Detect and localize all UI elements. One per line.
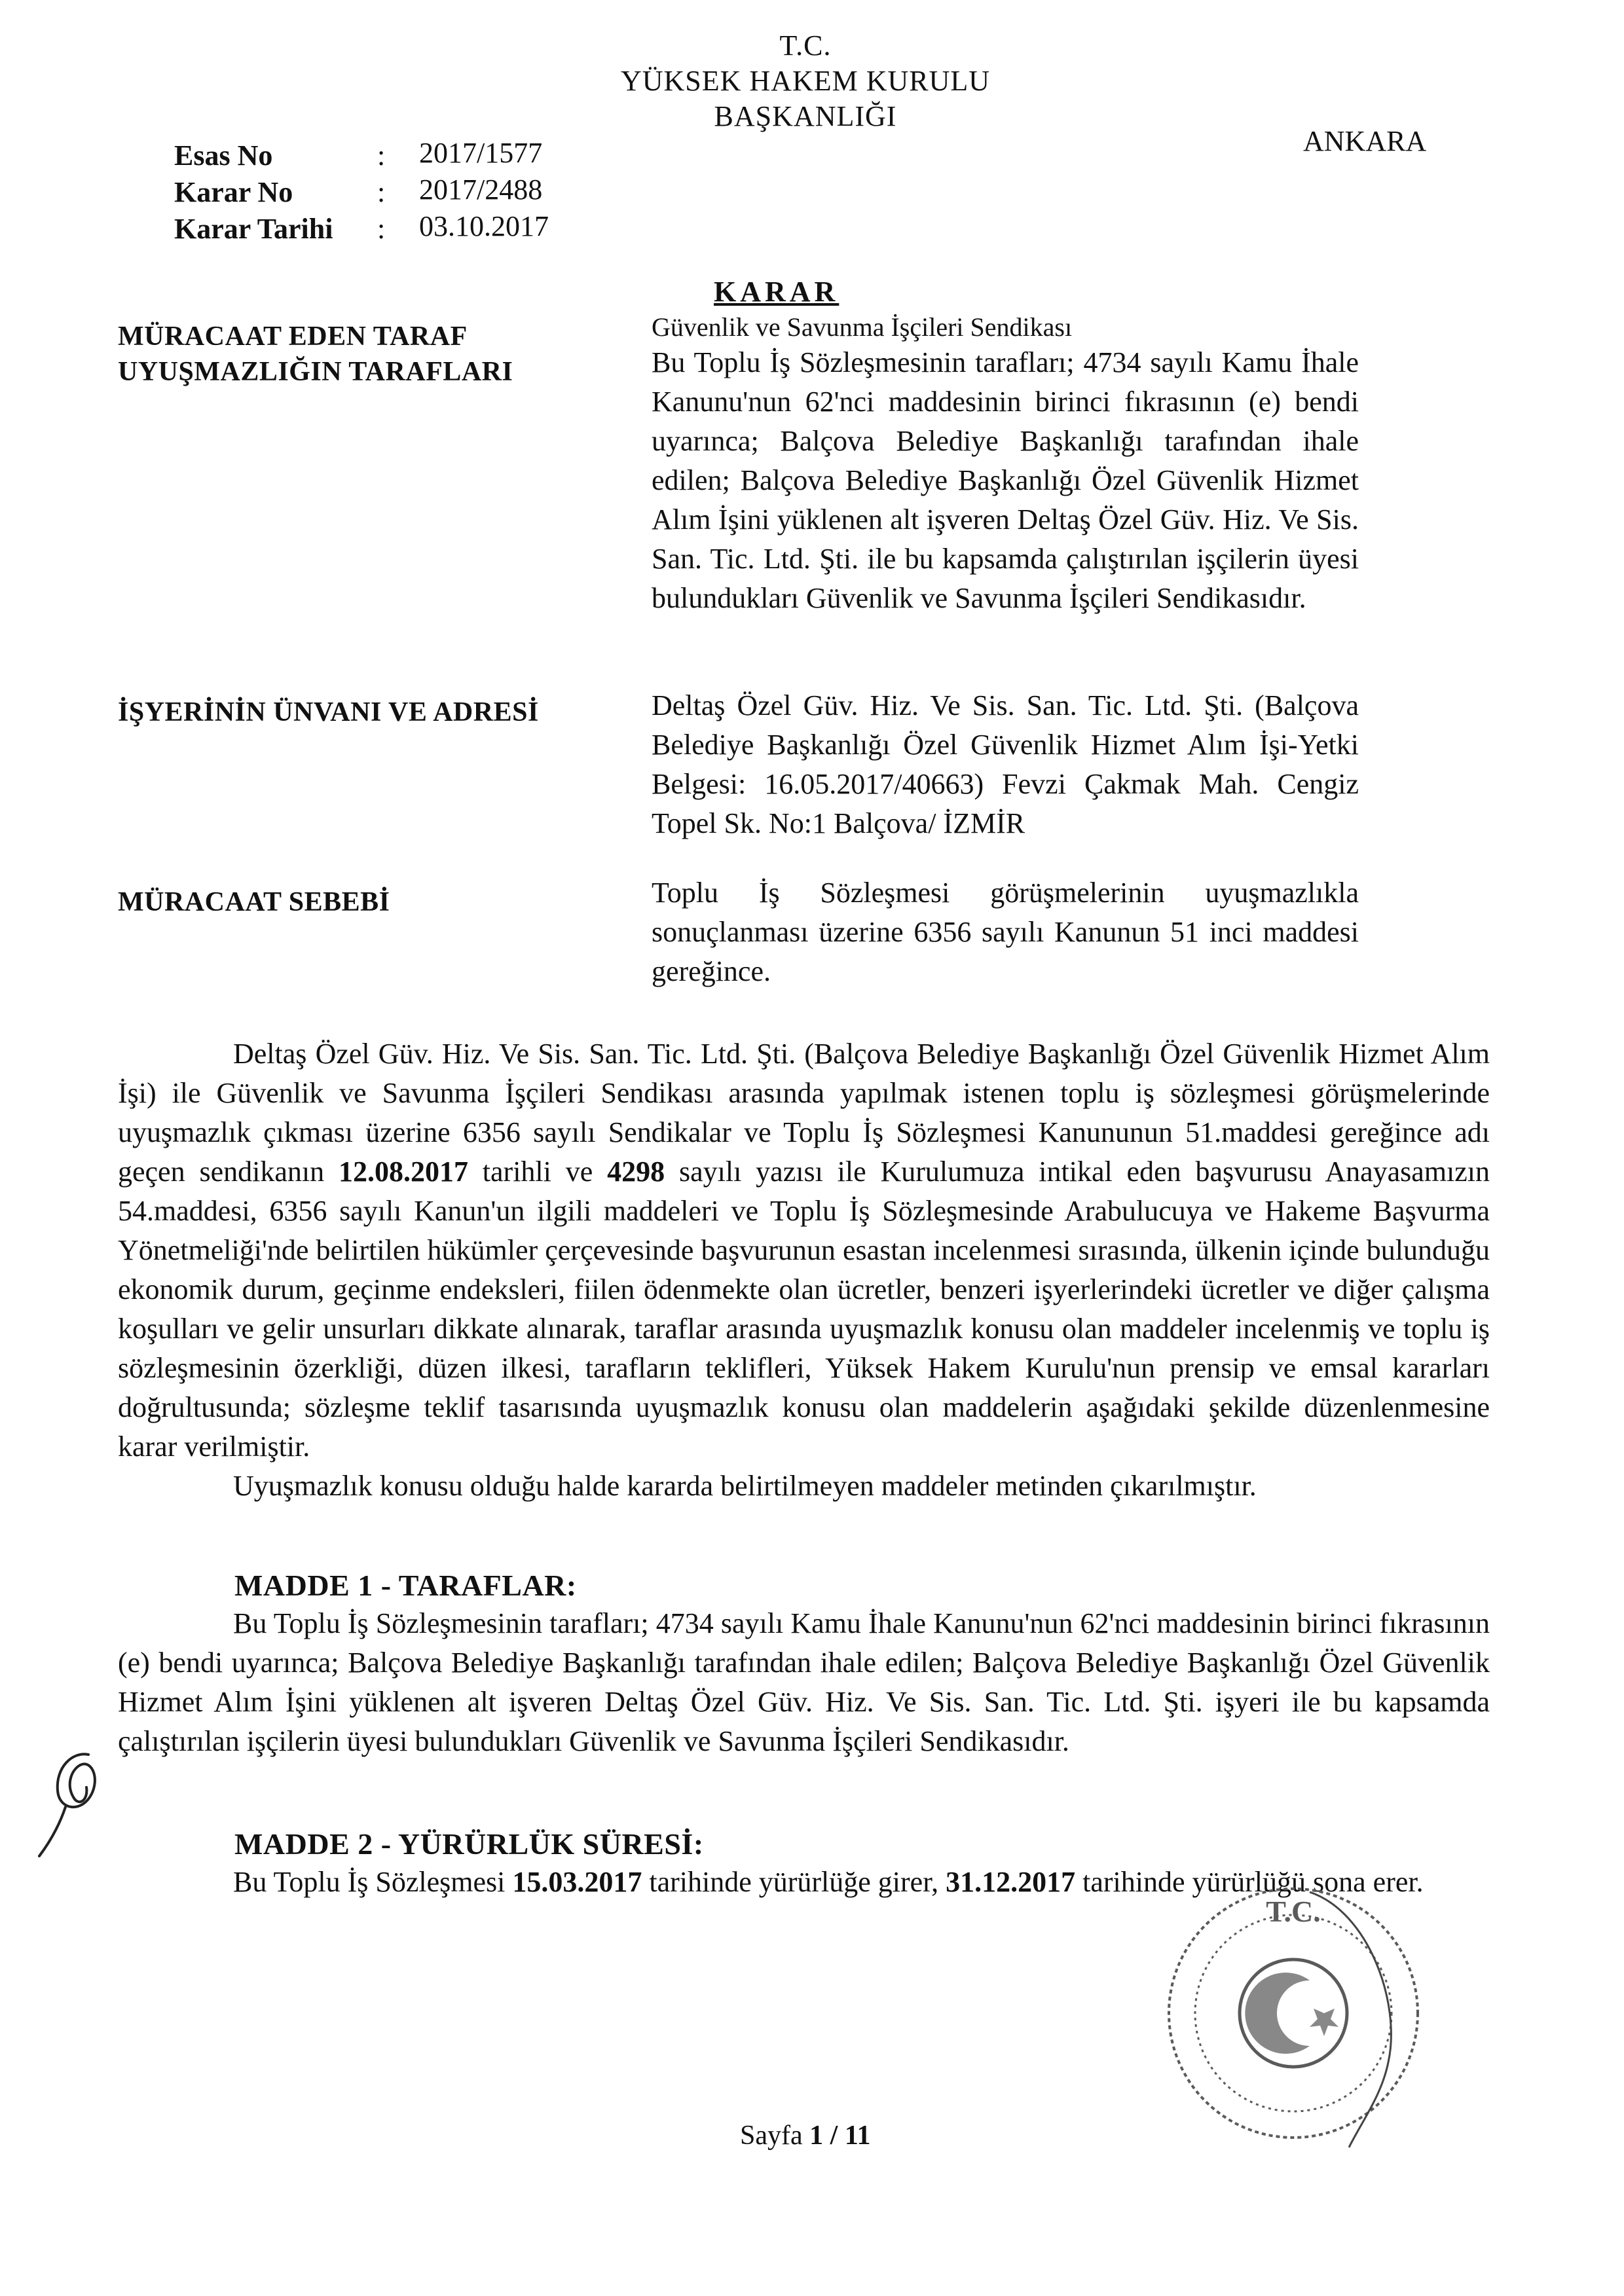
header-office: BAŞKANLIĞI xyxy=(714,100,897,132)
decision-title: KARAR xyxy=(714,276,840,308)
parties-label: UYUŞMAZLIĞIN TARAFLARI xyxy=(118,357,513,387)
madde-1-text: Bu Toplu İş Sözleşmesinin tarafları; 4734 sayılı Kamu İhale Kanunu'nun 62'nci maddesinin birinci fıkrasının (e) bendi uyarınca; Balçova Belediye Başkanlığı tarafından ihale edilen; Balçova Belediye Başkanlığı Özel Güvenlik Hizmet Alım İşini yüklenen alt işveren Deltaş Özel Güv. Hiz. Ve Sis. San. Tic. Ltd. Şti. işyeri ile bu kapsamda çalıştırılan işçilerin üyesi bulundukları Güvenlik ve Savunma İşçileri Sendikasıdır. xyxy=(118,1607,1490,1757)
esas-colon: : xyxy=(377,139,386,172)
tarih-value: 03.10.2017 xyxy=(419,210,549,242)
reason-value: Toplu İş Sözleşmesi görüşmelerinin uyuşmazlıkla sonuçlanması üzerine 6356 sayılı Kanunun 51 inci maddesi gereğince. xyxy=(652,877,1359,987)
star-icon xyxy=(1310,2009,1338,2036)
paragraph-2: Uyuşmazlık konusu olduğu halde kararda belirtilmeyen maddeler metinden çıkarılmıştır. xyxy=(233,1470,1257,1502)
page-number: Sayfa 1 / 11 xyxy=(740,2121,871,2151)
signature-initial-icon xyxy=(26,1735,118,1866)
karar-value: 2017/2488 xyxy=(419,173,543,206)
tarih-label: Karar Tarihi xyxy=(174,213,333,245)
karar-label: Karar No xyxy=(174,176,293,208)
application-date: 12.08.2017 xyxy=(338,1156,468,1188)
header-institution: YÜKSEK HAKEM KURULU xyxy=(620,65,991,97)
header-country: T.C. xyxy=(779,29,832,62)
application-number: 4298 xyxy=(607,1156,665,1188)
crescent-icon xyxy=(1245,1973,1310,2054)
decision-body xyxy=(118,1034,1490,1506)
reason-label: MÜRACAAT SEBEBİ xyxy=(118,887,390,917)
end-date: 31.12.2017 xyxy=(946,1866,1076,1898)
workplace-value: Deltaş Özel Güv. Hiz. Ve Sis. San. Tic. Ltd. Şti. (Balçova Belediye Başkanlığı Özel Güvenlik Hizmet Alım İşi-Yetki Belgesi: 16.05.2017/40663) Fevzi Çakmak Mah. Cengiz Topel Sk. No:1 Balçova/ İZMİR xyxy=(652,689,1359,839)
applicant-label: MÜRACAAT EDEN TARAF xyxy=(118,321,468,352)
madde-1-heading: MADDE 1 - TARAFLAR: xyxy=(234,1569,577,1602)
official-stamp xyxy=(1153,1872,1434,2154)
esas-label: Esas No xyxy=(174,139,273,172)
tarih-colon: : xyxy=(377,213,386,245)
madde-2-text: Bu Toplu İş Sözleşmesi 15.03.2017 tarihinde yürürlüğe girer, 31.12.2017 tarihinde yürürlüğü sona erer. xyxy=(233,1866,1424,1898)
applicant-value: Güvenlik ve Savunma İşçileri Sendikası xyxy=(652,312,1073,342)
start-date: 15.03.2017 xyxy=(512,1866,642,1898)
svg-text:T.C.: T.C. xyxy=(1266,1895,1321,1928)
parties-value: Bu Toplu İş Sözleşmesinin tarafları; 4734 sayılı Kamu İhale Kanunu'nun 62'nci maddesinin birinci fıkrasının (e) bendi uyarınca; Balçova Belediye Başkanlığı tarafından ihale edilen; Balçova Belediye Başkanlığı Özel Güvenlik Hizmet Alım İşini yüklenen alt işveren Deltaş Özel Güv. Hiz. Ve Sis. San. Tic. Ltd. Şti. ile bu kapsamda çalıştırılan işçilerin üyesi bulundukları Güvenlik ve Savunma İşçileri Sendikasıdır. xyxy=(652,346,1359,614)
header-city: ANKARA xyxy=(1303,125,1427,157)
madde-2-heading: MADDE 2 - YÜRÜRLÜK SÜRESİ: xyxy=(234,1827,704,1861)
workplace-label: İŞYERİNİN ÜNVANI VE ADRESİ xyxy=(118,697,539,727)
esas-value: 2017/1577 xyxy=(419,137,543,169)
karar-colon: : xyxy=(377,176,386,208)
paragraph-1: Deltaş Özel Güv. Hiz. Ve Sis. San. Tic. Ltd. Şti. (Balçova Belediye Başkanlığı Özel Güvenlik Hizmet Alım İşi) ile Güvenlik ve Savunma İşçileri Sendikası arasında yapılmak istenen toplu iş sözleşmesi görüşmelerinde uyuşmazlık çıkması üzerine 6356 sayılı Sendikalar ve Toplu İş Sözleşmesi Kanununun 51.maddesi gereğince adı geçen sendikanın 12.08.2017 tarihli ve 4298 sayılı yazısı ile Kurulumuza intikal eden başvurusu Anayasamızın 54.maddesi, 6356 sayılı Kanun'un ilgili maddeleri ve Toplu İş Sözleşmesinde Arabulucuya ve Hakeme Başvurma Yönetmeliği'nde belirtilen hükümler çerçevesinde başvurunun esastan incelenmesi sırasında, ülkenin içinde bulunduğu ekonomik durum, geçinme endeksleri, fiilen ödenmekte olan ücretler, benzeri işyerlerindeki ücretler ve diğer çalışma koşulları ve gelir unsurları dikkate alınarak, taraflar arasında uyuşmazlık konusu olan maddeler incelenmiş ve toplu iş sözleşmesinin özerkliği, düzen ilkesi, tarafların teklifleri, Yüksek Hakem Kurulu'nun prensip ve emsal kararları doğrultusunda; sözleşme teklif tasarısında uyuşmazlık konusu olan maddelerin aşağıdaki şekilde düzenlenmesine karar verilmiştir. xyxy=(118,1038,1490,1463)
